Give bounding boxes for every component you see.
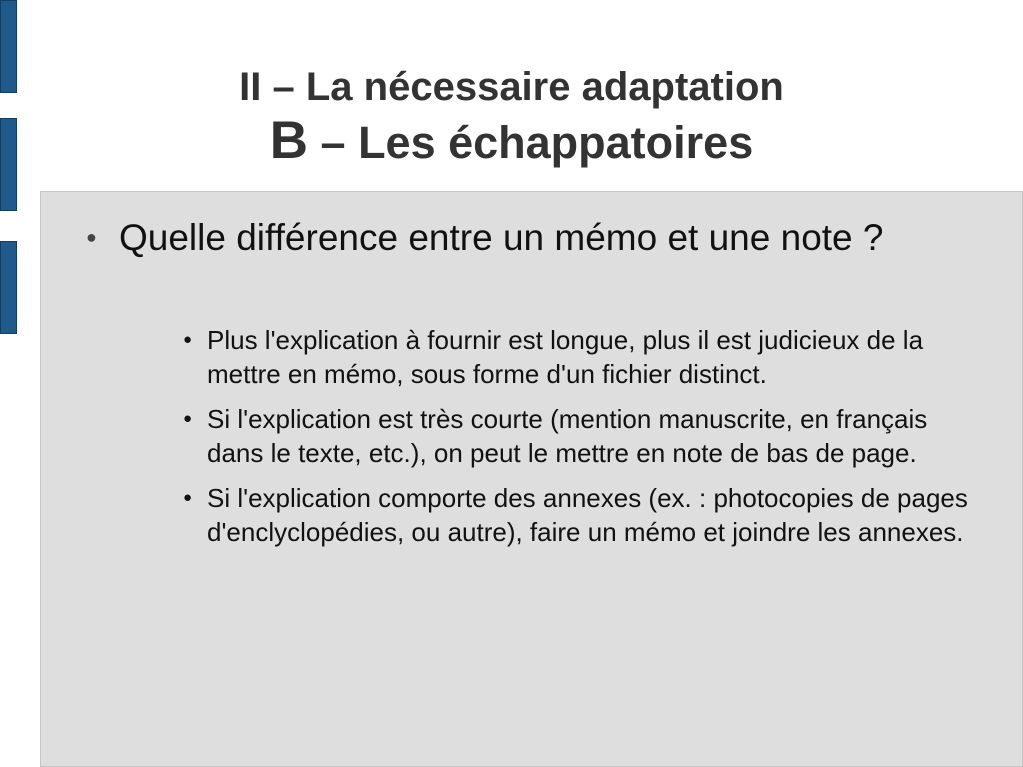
title-line-2 [0, 112, 1023, 172]
sub-bullet-list [180, 323, 970, 560]
bullet-dot-icon: ● [86, 227, 97, 247]
title-line-1: II – La nécessaire adaptation [239, 65, 784, 109]
sub-bullet-item [180, 402, 970, 470]
slide-title [0, 62, 1023, 172]
bullet-dot-icon: ● [183, 489, 193, 506]
sub-bullet-text: Si l'explication est très courte (mention manuscrite, en français dans le texte, etc.), on peut le mettre en note de bas de page. [207, 404, 928, 468]
bullet-dot-icon: ● [183, 410, 193, 427]
sub-bullet-text: Plus l'explication à fournir est longue, plus il est judicieux de la mettre en mémo, sous forme d'un fichier distinct. [207, 325, 924, 389]
main-bullet-text: Quelle différence entre un mémo et une note ? [119, 217, 884, 258]
bullet-dot-icon: ● [183, 331, 193, 348]
main-bullet [78, 216, 958, 259]
sub-bullet-item [180, 481, 970, 549]
sub-bullet-text: Si l'explication comporte des annexes (ex. : photocopies de pages d'enclyclopédies, ou autre), faire un mémo et joindre les annexes. [207, 483, 968, 547]
side-decoration-bar-bottom [0, 241, 17, 334]
sub-bullet-item [180, 323, 970, 391]
title-section-letter: B [269, 111, 309, 170]
title-section-name: – Les échappatoires [308, 117, 754, 168]
